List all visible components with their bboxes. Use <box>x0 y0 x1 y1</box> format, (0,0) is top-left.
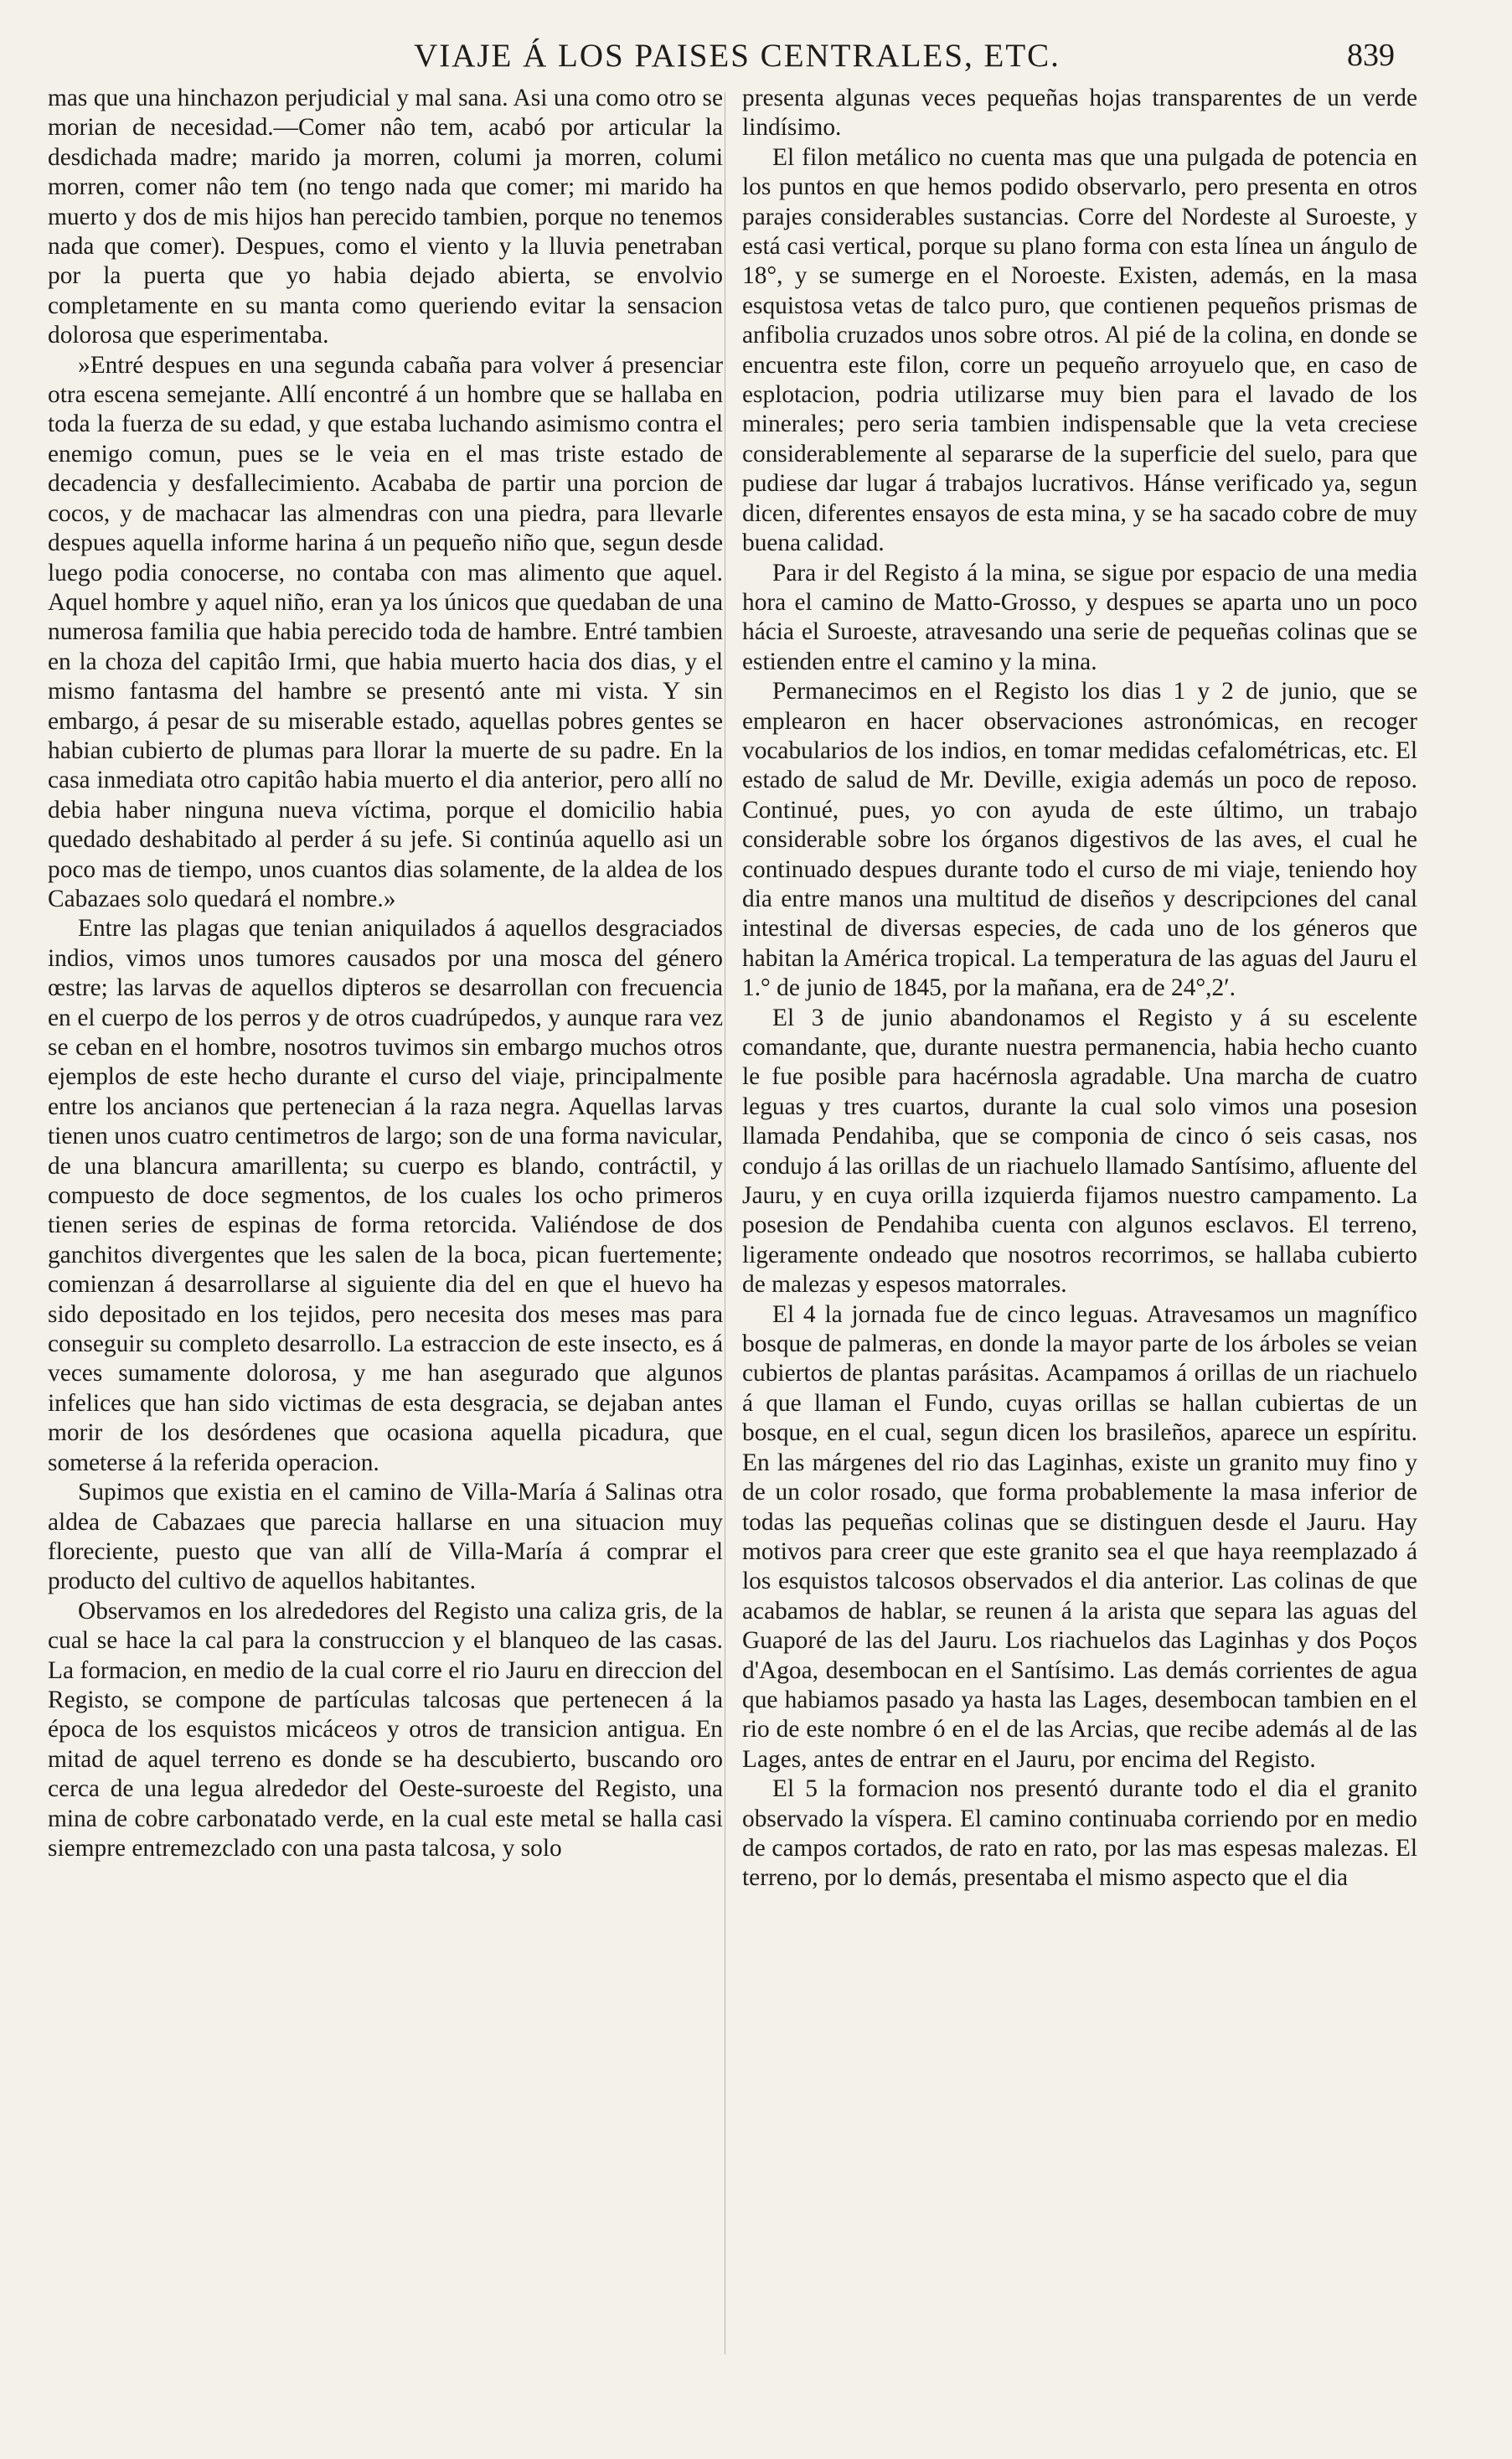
left-column <box>48 84 723 2379</box>
paragraph: Supimos que existia en el camino de Villa-María á Salinas otra aldea de Cabazaes que parecia hallarse en una situacion muy floreciente, puesto que van allí de Villa-María á comprar el producto del cultivo de aquellos habitantes. <box>48 1479 723 1595</box>
paragraph: El filon metálico no cuenta mas que una pulgada de potencia en los puntos en que hemos podido observarlo, pero presenta en otros parajes considerables sustancias. Corre del Nordeste al Suroeste, y está casi vertical, porque su plano forma con esta línea un ángulo de 18°, y se sumerge en el Noroeste. Existen, además, en la masa esquistosa vetas de talco puro, que contienen pequeños prismas de anfibolia cruzados unos sobre otros. Al pié de la colina, en donde se encuentra este filon, corre un pequeño arroyuelo que, en caso de esplotacion, podria utilizarse muy bien para el lavado de los minerales; pero seria tambien indispensable que la veta creciese considerablemente al separarse de la superficie del suelo, para que pudiese dar lugar á trabajos lucrativos. Hánse verificado ya, segun dicen, diferentes ensayos de esta mina, y se ha sacado cobre de muy buena calidad. <box>742 143 1417 557</box>
paragraph: mas que una hinchazon perjudicial y mal sana. Asi una como otro se morian de necesidad.—Comer nâo tem, acabó por articular la desdichada madre; marido ja morren, columi ja morren, columi morren, comer nâo tem (no tengo nada que comer; mi marido ha muerto y dos de mis hijos han perecido tambien, porque no tenemos nada que comer). Despues, como el viento y la lluvia penetraban por la puerta que yo habia dejado abierta, se envolvio completamente en su manta como queriendo evitar la sensacion dolorosa que esperimentaba. <box>48 85 723 349</box>
paragraph: presenta algunas veces pequeñas hojas transparentes de un verde lindísimo. <box>742 85 1417 142</box>
paragraph: El 5 la formacion nos presentó durante todo el dia el granito observado la víspera. El camino continuaba corriendo por en medio de campos cortados, de rato en rato, por las mas espesas malezas. El terreno, por lo demás, presentaba el mismo aspecto que el dia <box>742 1775 1417 1892</box>
paragraph: Para ir del Registo á la mina, se sigue por espacio de una media hora el camino de Matto-Grosso, y despues se aparta uno un poco hácia el Suroeste, atravesando una serie de pequeñas colinas que se estienden entre el camino y la mina. <box>742 559 1417 675</box>
paragraph: Permanecimos en el Registo los dias 1 y 2 de junio, que se emplearon en hacer observaciones astronómicas, en recoger vocabularios de los indios, en tomar medidas cefalométricas, etc. El estado de salud de Mr. Deville, exigia además un poco de reposo. Continué, pues, yo con ayuda de este último, un trabajo considerable sobre los órganos digestivos de las aves, el cual he continuado despues durante todo el curso de mi viaje, teniendo hoy dia entre manos una multitud de diseños y descripciones del canal intestinal de diversas especies, de cada uno de los géneros que habitan la América tropical. La temperatura de las aguas del Jauru el 1.° de junio de 1845, por la mañana, era de 24°,2′. <box>742 678 1417 1002</box>
paragraph: El 4 la jornada fue de cinco leguas. Atravesamos un magnífico bosque de palmeras, en donde la mayor parte de los árboles se veian cubiertos de plantas parásitas. Acampamos á orillas de un riachuelo á que llaman el Fundo, cuyas orillas se hallan cubiertas de un bosque, en el cual, segun dicen los brasileños, aparece un espíritu. En las márgenes del rio das Laginhas, existe un granito muy fino y de un color rosado, que forma probablemente la masa inferior de todas las pequeñas colinas que se distinguen desde el Jauru. Hay motivos para creer que este granito sea el que haya reemplazado á los esquistos talcosos observados el dia anterior. Las colinas de que acabamos de hablar, se reunen á la arista que separa las aguas del Guaporé de las del Jauru. Los riachuelos das Laginhas y dos Poços d'Agoa, desembocan en el Santísimo. Las demás corrientes de agua que habiamos pasado ya hasta las Lages, desembocan tambien en el rio de este nombre ó en el de las Arcias, que recibe además al de las Lages, antes de entrar en el Jauru, por encima del Registo. <box>742 1300 1417 1773</box>
right-column <box>742 84 1417 2379</box>
paragraph: Observamos en los alrededores del Registo una caliza gris, de la cual se hace la cal para la construccion y el blanqueo de las casas. La formacion, en medio de la cual corre el rio Jauru en direccion del Registo, se compone de partículas talcosas que pertenecen á la época de los esquistos micáceos y otros de transicion antigua. En mitad de aquel terreno es donde se ha descubierto, buscando oro cerca de una legua alrededor del Oeste-suroeste del Registo, una mina de cobre carbonatado verde, en la cual este metal se halla casi siempre entremezclado con una pasta talcosa, y solo <box>48 1597 723 1862</box>
running-title: VIAJE Á LOS PAISES CENTRALES, ETC. <box>414 38 1060 74</box>
paragraph: »Entré despues en una segunda cabaña para volver á presenciar otra escena semejante. Allí encontré á un hombre que se hallaba en toda la fuerza de su edad, y que estaba luchando asimismo contra el enemigo comun, pues se le veia en el mas triste estado de decadencia y desfallecimiento. Acababa de partir una porcion de cocos, y de machacar las almendras con una piedra, para llevarle despues aquella informe harina á un pequeño niño que, segun desde luego podia conocerse, no contaba con mas alimento que aquel. Aquel hombre y aquel niño, eran ya los únicos que quedaban de una numerosa familia que habia perecido toda de hambre. Entré tambien en la choza del capitâo Irmi, que habia muerto hacia dos dias, y el mismo fantasma del hambre se presentó ante mi vista. Y sin embargo, á pesar de su miserable estado, aquellas pobres gentes se habian cubierto de plumas para llorar la muerte de su padre. En la casa inmediata otro capitâo habia muerto el dia anterior, pero allí no debia haber ninguna nueva víctima, porque el domicilio habia quedado deshabitado al perder á su jefe. Si continúa aquello asi un poco mas de tiempo, unos cuantos dias solamente, de la aldea de los Cabazaes solo quedará el nombre.» <box>48 351 723 912</box>
page-number: 839 <box>1347 38 1395 73</box>
page-header <box>0 37 1512 84</box>
paragraph: El 3 de junio abandonamos el Registo y á su escelente comandante, que, durante nuestra permanencia, habia hecho cuanto le fue posible para hacérnosla agradable. Una marcha de cuatro leguas y tres cuartos, durante la cual solo vimos una posesion llamada Pendahiba, que se componia de cinco ó seis casas, nos condujo á las orillas de un riachuelo llamado Santísimo, afluente del Jauru, y en cuya orilla izquierda fijamos nuestro campamento. La posesion de Pendahiba cuenta con algunos esclavos. El terreno, ligeramente ondeado que nosotros recorrimos, se hallaba cubierto de malezas y espesos matorrales. <box>742 1004 1417 1299</box>
paragraph: Entre las plagas que tenian aniquilados á aquellos desgraciados indios, vimos unos tumores causados por una mosca del género œstre; las larvas de aquellos dipteros se desarrollan con frecuencia en el cuerpo de los perros y de otros cuadrúpedos, y aunque rara vez se ceban en el hombre, nosotros tuvimos sin embargo muchos otros ejemplos de este hecho durante el curso del viaje, principalmente entre los ancianos que pertenecian á la raza negra. Aquellas larvas tienen unos cuatro centimetros de largo; son de una forma navicular, de una blancura amarillenta; su cuerpo es blando, contráctil, y compuesto de doce segmentos, de los cuales los ocho primeros tienen series de espinas de forma retorcida. Valiéndose de dos ganchitos divergentes que les salen de la boca, pican fuertemente; comienzan á desarrollarse al siguiente dia del en que el huevo ha sido depositado en los tejidos, pero necesita dos meses mas para conseguir su completo desarrollo. La estraccion de este insecto, es á veces sumamente dolorosa, y me han asegurado que algunos infelices que han sido victimas de esta desgracia, se dejaban antes morir de los desórdenes que ocasiona aquella picadura, que someterse á la referida operacion. <box>48 915 723 1476</box>
